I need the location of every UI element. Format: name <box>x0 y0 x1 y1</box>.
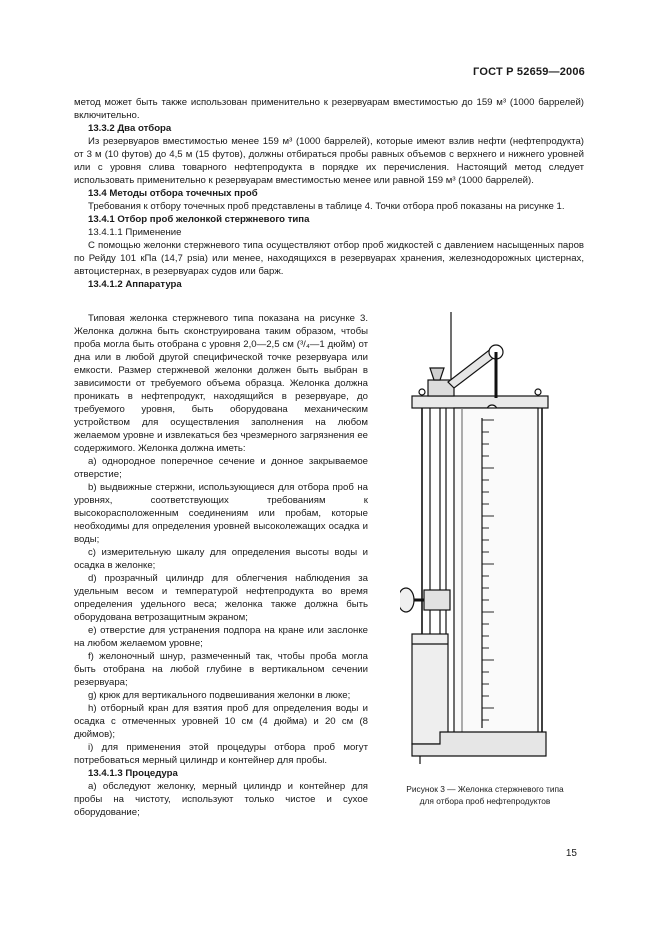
paragraph: Требования к отбору точечных проб представлены в таблице 4. Точки отбора проб показаны на рисунке 1. <box>88 201 565 212</box>
paragraph: а) обследуют желонку, мерный цилиндр и контейнер для пробы на чистоту, используют только чистое и сухое оборудование; <box>74 781 368 818</box>
top-text-block <box>74 96 584 291</box>
figure-caption <box>382 783 588 807</box>
paragraph: 13.4.1.1 Применение <box>88 227 182 238</box>
paragraph: а) однородное поперечное сечение и донное закрываемое отверстие; <box>74 456 368 480</box>
transparent-cylinder <box>454 408 538 736</box>
lower-housing <box>412 634 448 744</box>
thumb-screw-block <box>424 590 450 610</box>
paragraph: g) крюк для вертикального подвешивания желонки в люке; <box>88 690 351 701</box>
paragraph: Из резервуаров вместимостью менее 159 м³ (1000 баррелей), которые имеют взлив нефти (нефтепродукта) от 3 м (10 футов) до 4,5 м (15 футов), должны отбираться пробы равных объемов с верхнего и нижнего уровней или с уровня слива товарного нефтепродукта в порядке их перечисления. Настоящий метод следует использовать применительно к резервуарам вместимостью менее или равной 159 м³ (1000 баррелей). <box>74 136 584 186</box>
paragraph: d) прозрачный цилиндр для облегчения наблюдения за удельным весом и температурой нефтепродукта во время определения удельного веса; желонка также должна быть оборудована ветрозащитным экраном; <box>74 573 368 623</box>
paragraph: метод может быть также использован применительно к резервуарам вместимостью до 159 м³ (1000 баррелей) включительно. <box>74 97 584 121</box>
paragraph: 13.4 Методы отбора точечных проб <box>88 188 258 199</box>
top-plate <box>412 396 548 408</box>
caption-line-1: Рисунок 3 — Желонка стержневого типа <box>406 784 564 794</box>
rod-sampler-diagram <box>400 308 568 770</box>
document-code: ГОСТ Р 52659—2006 <box>473 66 585 78</box>
paragraph: Типовая желонка стержневого типа показана на рисунке 3. Желонка должна быть сконструирована таким образом, чтобы проба могла быть отобрана с уровня 2,0—2,5 см (³/₄—1 дюйм) от дна или в любой другой специфической точке резервуара или емкости. Размер стержневой желонки должен быть выбран в зависимости от требуемого объема образца. Желонка должна проникать в нефтепродукт, находящийся в резервуаре, до требуемого уровня, быть оборудована механическим устройством для осуществления заполнения на любом желаемом уровне и извлекаться без чрезмерного загрязнения ее содержимого. Желонка должна иметь: <box>74 313 368 454</box>
left-column-text <box>74 312 368 819</box>
page-number: 15 <box>565 848 577 859</box>
caption-line-2: для отбора проб нефтепродуктов <box>419 796 551 806</box>
paragraph: 13.4.1.2 Аппаратура <box>88 279 182 290</box>
paragraph: h) отборный кран для взятия проб для определения воды и осадка с отмеченных уровней 10 см (4 дюйма) и 20 см (8 дюймов); <box>74 703 368 740</box>
paragraph: c) измерительную шкалу для определения высоты воды и осадка в желонке; <box>74 547 368 571</box>
figure-sampler-drawing <box>400 308 568 770</box>
paragraph: b) выдвижные стержни, использующиеся для отбора проб на уровнях, соответствующих требованиям к высокорасположенным соединениям или пробам, которые необходимы для определения уровней высоколежащих осадка и воды; <box>74 482 368 545</box>
valve-handle <box>430 368 444 380</box>
paragraph: i) для применения этой процедуры отбора проб могут потребоваться мерный цилиндр и контейнер для пробы. <box>74 742 368 766</box>
paragraph: С помощью желонки стержневого типа осуществляют отбор проб жидкостей с давлением насыщенных паров по Рейду 101 кПа (14,7 psia) или менее, находящихся в резервуарах хранения, железнодорожных цистернах, автоцистернах, в резервуарах судов или барж. <box>74 240 584 277</box>
paragraph: 13.4.1.3 Процедура <box>88 768 178 779</box>
paragraph: 13.3.2 Два отбора <box>88 123 172 134</box>
paragraph: f) желоночный шнур, размеченный так, чтобы проба могла быть отобрана на любой глубине в вертикальном сечении резервуара; <box>74 651 368 688</box>
paragraph: 13.4.1 Отбор проб желонкой стержневого типа <box>88 214 310 225</box>
paragraph: e) отверстие для устранения подпора на кране или заслонке на любом желаемом уровне; <box>74 625 368 649</box>
thumb-screw-knob <box>400 588 414 612</box>
